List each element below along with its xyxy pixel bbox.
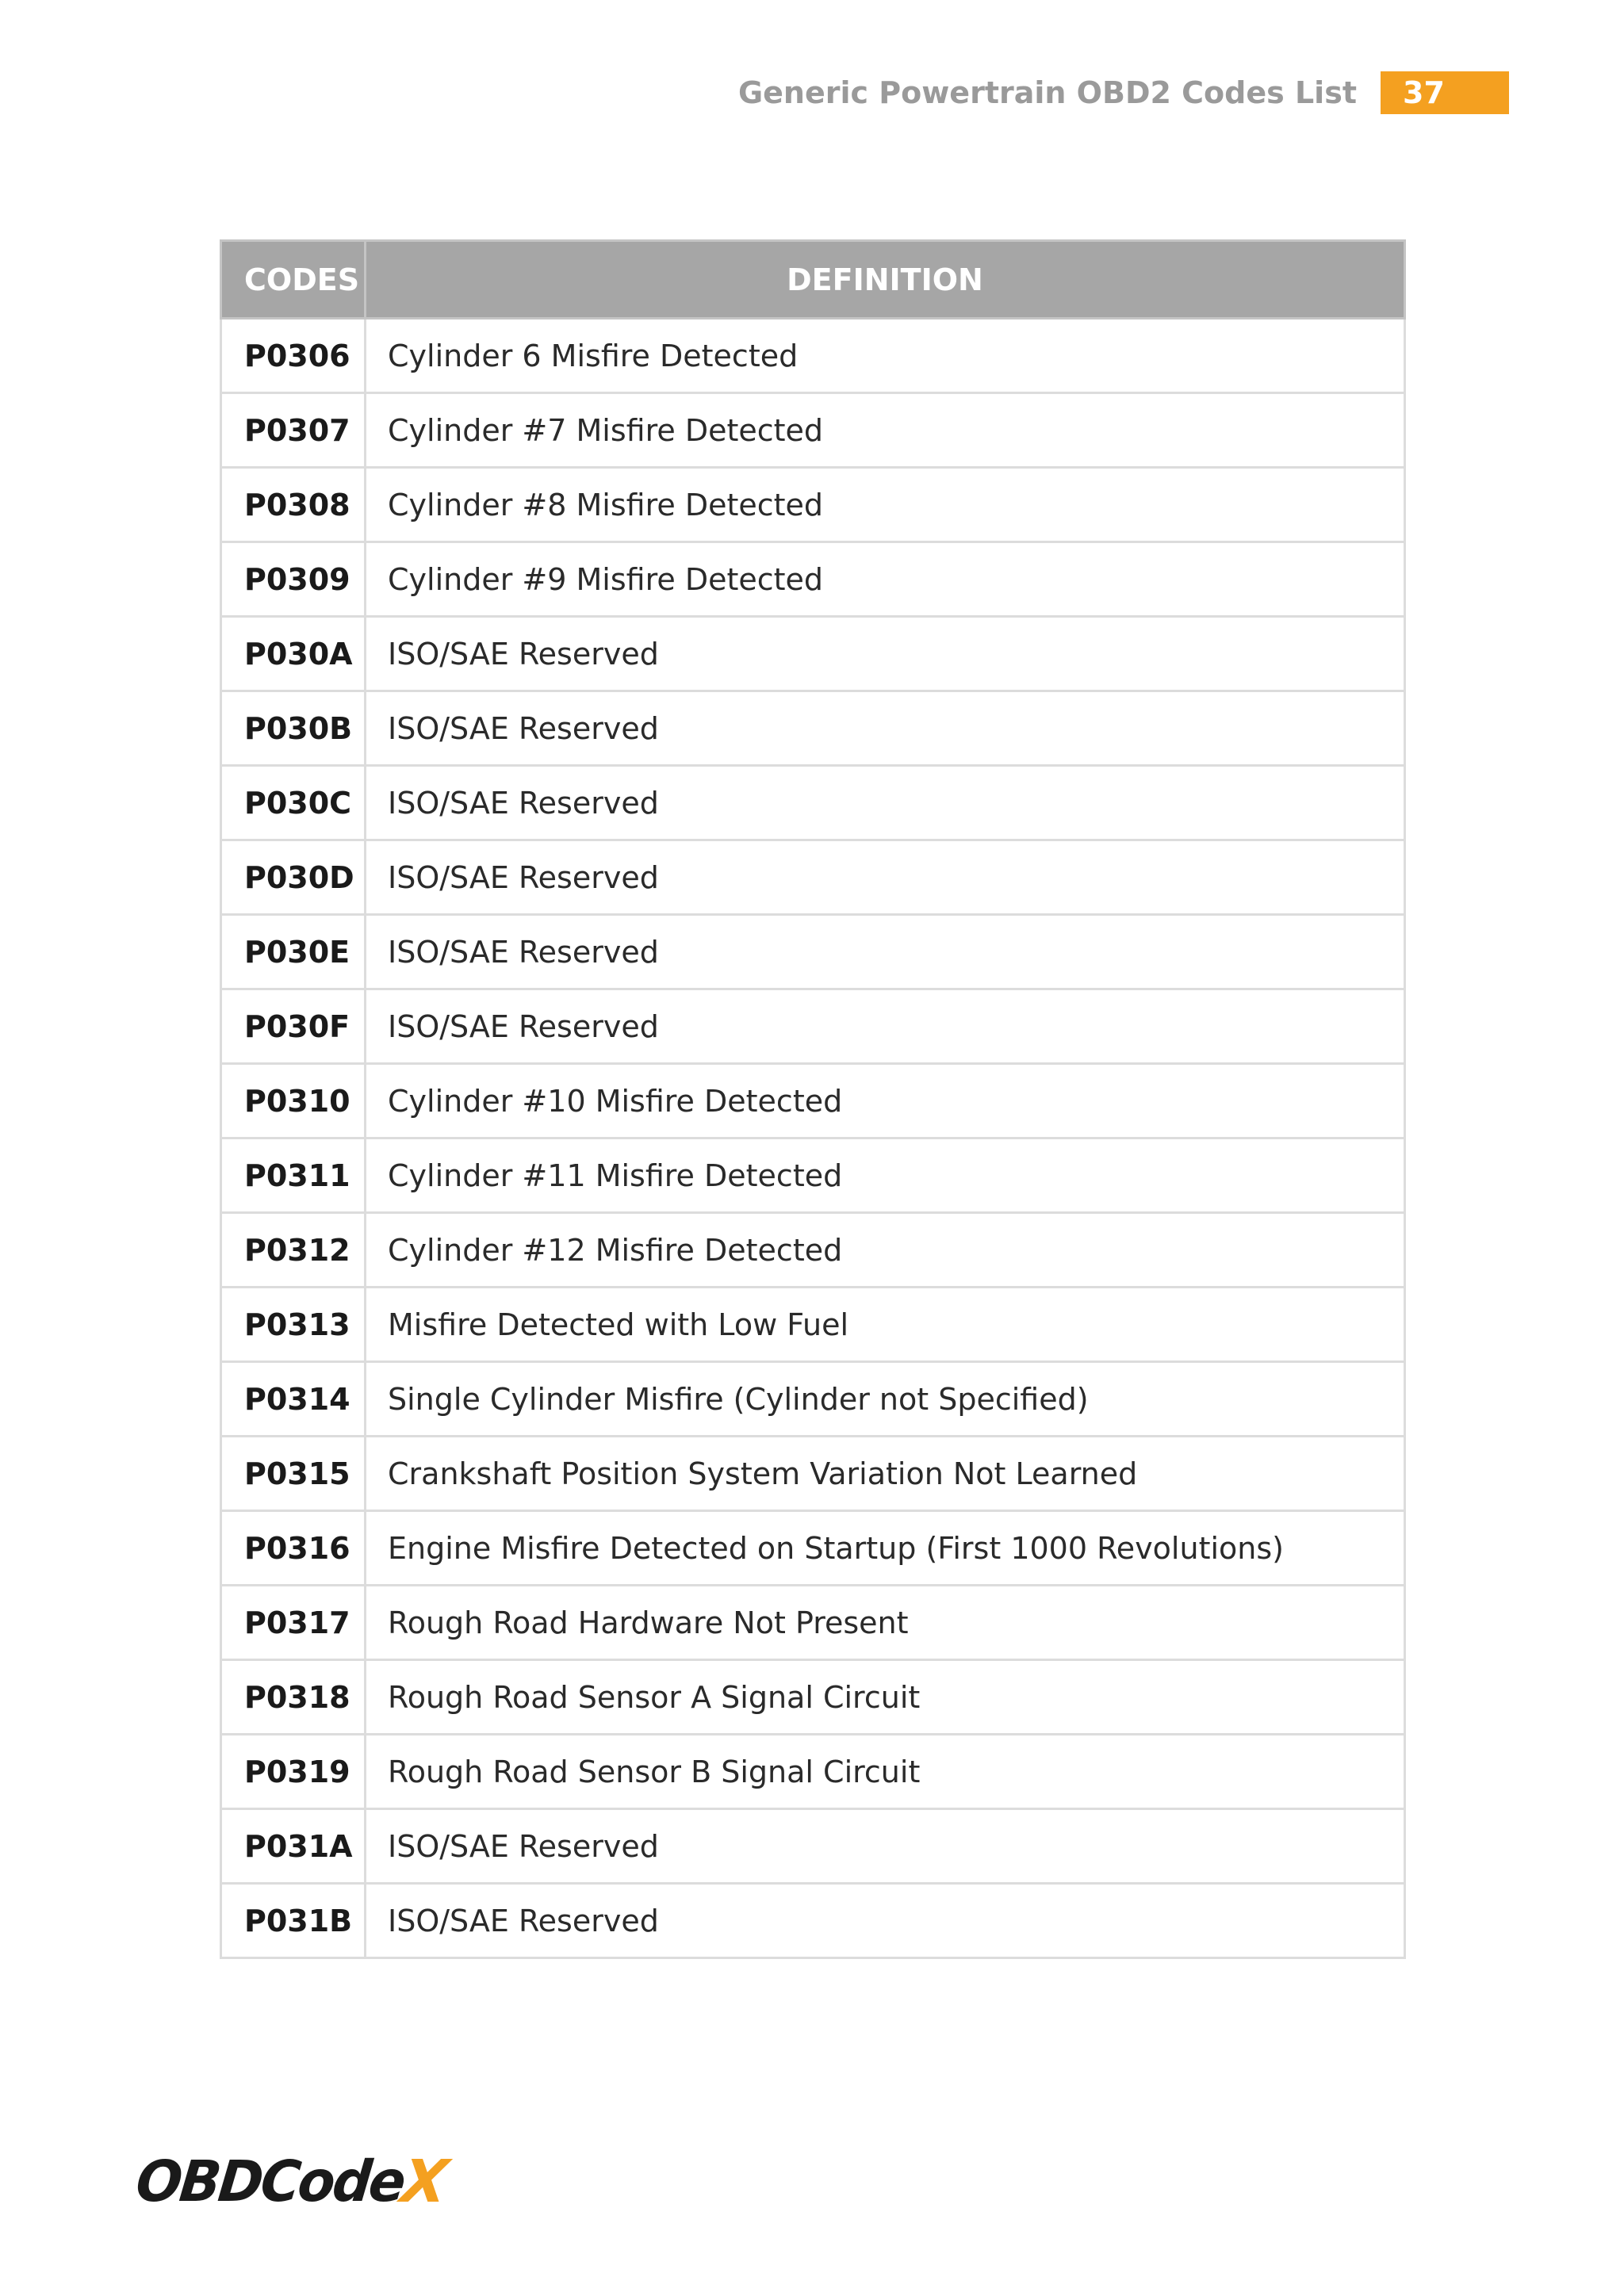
definition-cell: ISO/SAE Reserved <box>366 691 1405 766</box>
code-cell: P0310 <box>221 1064 366 1138</box>
definition-cell: ISO/SAE Reserved <box>366 915 1405 989</box>
definition-cell: ISO/SAE Reserved <box>366 617 1405 691</box>
code-cell: P031B <box>221 1884 366 1958</box>
code-cell: P0319 <box>221 1735 366 1809</box>
definition-cell: Rough Road Hardware Not Present <box>366 1586 1405 1660</box>
table-row <box>221 1362 1405 1437</box>
code-cell: P0315 <box>221 1437 366 1511</box>
table-row <box>221 1437 1405 1511</box>
table-row <box>221 1138 1405 1213</box>
definition-cell: ISO/SAE Reserved <box>366 840 1405 915</box>
code-cell: P031A <box>221 1809 366 1884</box>
definition-column-header: DEFINITION <box>366 241 1405 319</box>
code-cell: P0316 <box>221 1511 366 1586</box>
document-title: Generic Powertrain OBD2 Codes List <box>737 75 1357 110</box>
definition-cell: ISO/SAE Reserved <box>366 766 1405 840</box>
code-cell: P030E <box>221 915 366 989</box>
table-row <box>221 989 1405 1064</box>
table-row <box>221 1586 1405 1660</box>
code-cell: P030A <box>221 617 366 691</box>
table-row <box>221 1884 1405 1958</box>
code-cell: P0309 <box>221 542 366 617</box>
definition-cell: Cylinder #7 Misfire Detected <box>366 393 1405 468</box>
code-cell: P030B <box>221 691 366 766</box>
definition-cell: ISO/SAE Reserved <box>366 1884 1405 1958</box>
code-cell: P030C <box>221 766 366 840</box>
definition-cell: ISO/SAE Reserved <box>366 989 1405 1064</box>
code-cell: P0312 <box>221 1213 366 1288</box>
code-cell: P0313 <box>221 1288 366 1362</box>
definition-cell: Single Cylinder Misfire (Cylinder not Specified) <box>366 1362 1405 1437</box>
table-row <box>221 617 1405 691</box>
table-row <box>221 840 1405 915</box>
definition-cell: Cylinder #9 Misfire Detected <box>366 542 1405 617</box>
page-number-badge: 37 <box>1381 71 1509 114</box>
table-row <box>221 1064 1405 1138</box>
code-cell: P0308 <box>221 468 366 542</box>
table-row <box>221 1511 1405 1586</box>
definition-cell: Rough Road Sensor A Signal Circuit <box>366 1660 1405 1735</box>
table-body <box>221 319 1405 1958</box>
definition-cell: Cylinder #8 Misfire Detected <box>366 468 1405 542</box>
code-cell: P0317 <box>221 1586 366 1660</box>
table-header-row <box>221 241 1405 319</box>
definition-cell: Cylinder 6 Misfire Detected <box>366 319 1405 393</box>
table-row <box>221 1735 1405 1809</box>
table-row <box>221 691 1405 766</box>
table-row <box>221 1660 1405 1735</box>
code-cell: P030D <box>221 840 366 915</box>
logo-x-mark: X <box>396 2148 452 2216</box>
definition-cell: Misfire Detected with Low Fuel <box>366 1288 1405 1362</box>
codes-table <box>220 239 1406 1959</box>
table-row <box>221 1809 1405 1884</box>
table-row <box>221 542 1405 617</box>
logo-wordmark: OBDCode <box>132 2149 407 2215</box>
table-row <box>221 915 1405 989</box>
definition-cell: Crankshaft Position System Variation Not Learned <box>366 1437 1405 1511</box>
table-row <box>221 319 1405 393</box>
definition-cell: Cylinder #12 Misfire Detected <box>366 1213 1405 1288</box>
table-row <box>221 766 1405 840</box>
code-cell: P0318 <box>221 1660 366 1735</box>
table-row <box>221 393 1405 468</box>
code-cell: P030F <box>221 989 366 1064</box>
definition-cell: ISO/SAE Reserved <box>366 1809 1405 1884</box>
definition-cell: Cylinder #11 Misfire Detected <box>366 1138 1405 1213</box>
code-cell: P0306 <box>221 319 366 393</box>
code-cell: P0314 <box>221 1362 366 1437</box>
table-row <box>221 1288 1405 1362</box>
code-cell: P0307 <box>221 393 366 468</box>
table-row <box>221 468 1405 542</box>
page-header <box>738 71 1509 114</box>
code-cell: P0311 <box>221 1138 366 1213</box>
table-row <box>221 1213 1405 1288</box>
codes-column-header: CODES <box>221 241 366 319</box>
definition-cell: Cylinder #10 Misfire Detected <box>366 1064 1405 1138</box>
obdcodex-logo <box>132 2148 452 2216</box>
definition-cell: Engine Misfire Detected on Startup (First 1000 Revolutions) <box>366 1511 1405 1586</box>
definition-cell: Rough Road Sensor B Signal Circuit <box>366 1735 1405 1809</box>
